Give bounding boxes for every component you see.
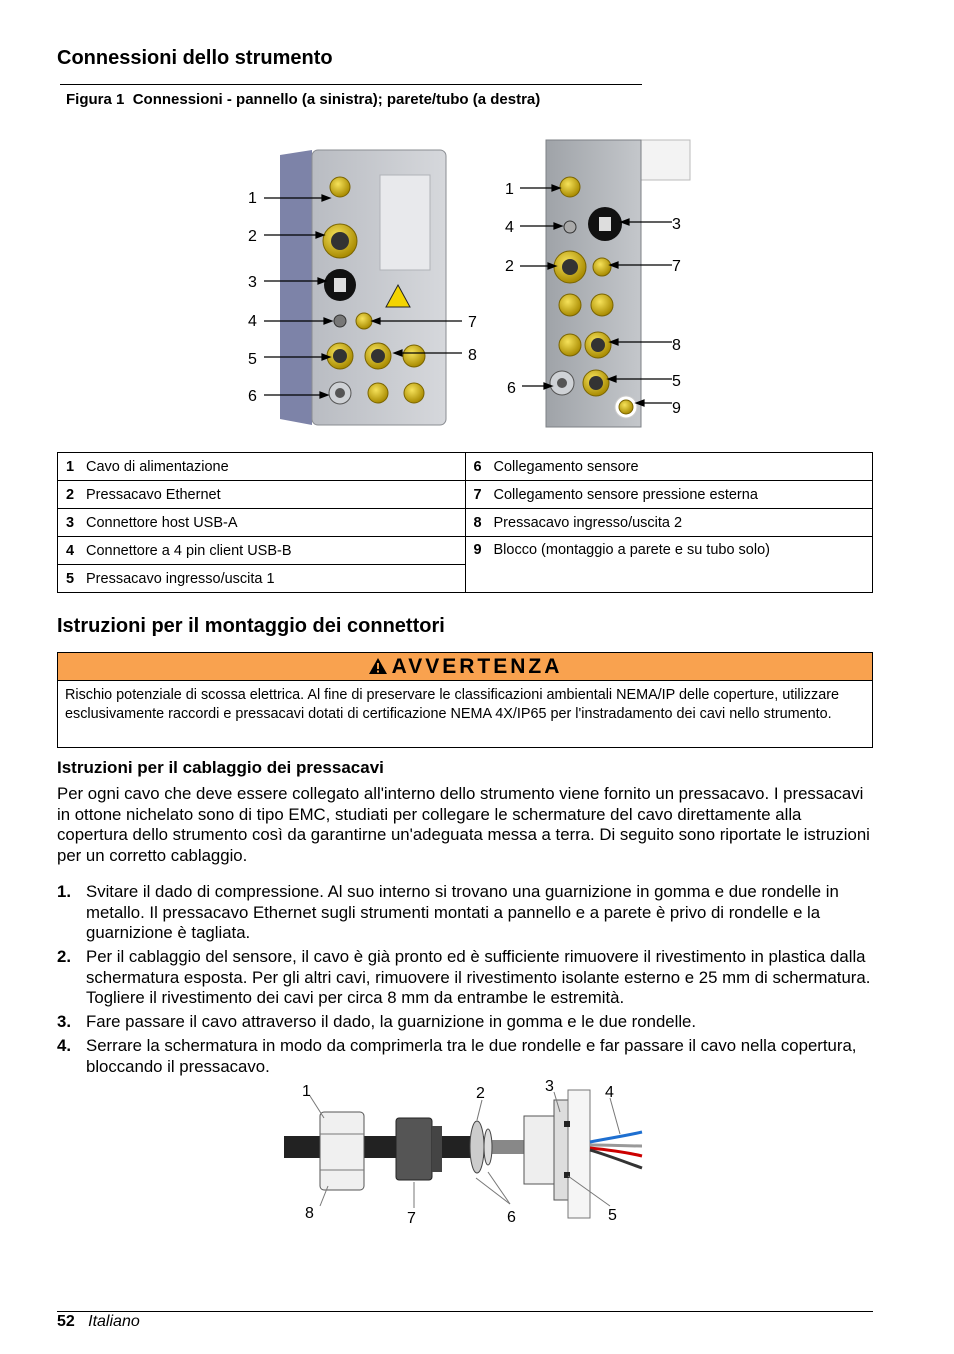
legend-cell: 5 Pressacavo ingresso/uscita 1 bbox=[58, 565, 466, 593]
intro-paragraph: Per ogni cavo che deve essere collegato all'interno dello strumento viene fornito un pressacavo. I pressacavi in ottone nichelato sono di tipo EMC, studiati per collegare le schermature del cavo direttamente alla copertura dello strumento così da garantirne un'adeguata messa a terra. Di seguito sono riportate le istruzioni per un corretto cablaggio. bbox=[57, 784, 870, 865]
right-callout-2: 2 bbox=[505, 258, 514, 275]
section-title-connessioni: Connessioni dello strumento bbox=[57, 47, 333, 69]
table-row bbox=[58, 453, 873, 481]
subsection-title: Istruzioni per il cablaggio dei pressacavi bbox=[57, 758, 384, 777]
left-callout-6: 6 bbox=[248, 388, 257, 405]
compression-nut bbox=[320, 1112, 364, 1190]
step-text: Per il cablaggio del sensore, il cavo è già pronto ed è sufficiente rimuovere il rivestimento in plastica dalla schermatura esposta. Per gli altri cavi, rimuovere il rivestimento isolante esterno e 25 mm di schermatura. Togliere il rivestimento dei cavi per circa 8 mm da entrambe le estremità. bbox=[86, 947, 871, 1007]
legend-cell: 3 Connettore host USB-A bbox=[58, 509, 466, 537]
step-number: 3. bbox=[57, 1012, 71, 1031]
gland-callout-4: 4 bbox=[605, 1084, 614, 1101]
section-divider bbox=[60, 84, 642, 85]
figure-label: Figura 1 bbox=[66, 91, 125, 108]
right-callout-9: 9 bbox=[672, 400, 681, 417]
step-text: Svitare il dado di compressione. Al suo interno si trovano una guarnizione in gomma e due rondelle in metallo. Il pressacavo Ethernet sugli strumenti montati a pannello e a parete è privo di rondelle e la guarnizione è tagliata. bbox=[86, 882, 839, 942]
section-title-montaggio: Istruzioni per il montaggio dei connettori bbox=[57, 615, 445, 637]
warning-text: Rischio potenziale di scossa elettrica. Al fine di preservare le classificazioni ambientali NEMA/IP delle coperture, utilizzare esclusivamente raccordi e pressacavi dotati di certificazione NEMA 4X/IP65 per l'instradamento dei cavi nello strumento. bbox=[65, 687, 839, 722]
step-1 bbox=[57, 882, 873, 944]
connections-figure bbox=[240, 135, 700, 435]
gland-body bbox=[524, 1090, 590, 1218]
warning-title: AVVERTENZA bbox=[391, 655, 563, 678]
step-2 bbox=[57, 947, 873, 1009]
figure-legend-table bbox=[57, 452, 873, 593]
warning-header bbox=[58, 653, 872, 681]
table-row bbox=[58, 509, 873, 537]
legend-cell: 8 Pressacavo ingresso/uscita 2 bbox=[465, 509, 873, 537]
figure-caption-text: Connessioni - pannello (a sinistra); parete/tubo (a destra) bbox=[132, 91, 541, 108]
left-callout-4: 4 bbox=[248, 313, 257, 330]
warning-box bbox=[57, 652, 873, 748]
legend-cell: 6 Collegamento sensore bbox=[465, 453, 873, 481]
figure-caption bbox=[66, 91, 540, 108]
left-callout-3: 3 bbox=[248, 274, 257, 291]
right-callout-1: 1 bbox=[505, 181, 514, 198]
right-callout-8: 8 bbox=[672, 337, 681, 354]
left-callout-8: 8 bbox=[468, 347, 477, 364]
wires bbox=[590, 1132, 642, 1168]
right-callout-7: 7 bbox=[672, 258, 681, 275]
table-row bbox=[58, 481, 873, 509]
right-callout-3: 3 bbox=[672, 216, 681, 233]
legend-cell: 2 Pressacavo Ethernet bbox=[58, 481, 466, 509]
washers bbox=[470, 1121, 492, 1173]
page-number: 52 bbox=[57, 1313, 75, 1330]
rubber-seal bbox=[396, 1118, 442, 1180]
page-footer bbox=[57, 1313, 140, 1331]
gland-callout-7: 7 bbox=[407, 1210, 416, 1227]
gland-callout-3: 3 bbox=[545, 1078, 554, 1095]
right-callout-4: 4 bbox=[505, 219, 514, 236]
legend-cell: 7 Collegamento sensore pressione esterna bbox=[465, 481, 873, 509]
footer-language: Italiano bbox=[88, 1313, 140, 1330]
wall-mount-instrument bbox=[546, 140, 690, 427]
right-callout-5: 5 bbox=[672, 373, 681, 390]
left-callout-2: 2 bbox=[248, 228, 257, 245]
gland-callout-2: 2 bbox=[476, 1085, 485, 1102]
gland-callout-5: 5 bbox=[608, 1207, 617, 1224]
gland-callout-6: 6 bbox=[507, 1209, 516, 1226]
gland-callout-1: 1 bbox=[302, 1083, 311, 1100]
step-number: 2. bbox=[57, 947, 71, 966]
legend-cell: 1 Cavo di alimentazione bbox=[58, 453, 466, 481]
left-callout-7: 7 bbox=[468, 314, 477, 331]
step-number: 1. bbox=[57, 882, 71, 901]
warning-triangle-icon bbox=[368, 657, 388, 675]
step-number: 4. bbox=[57, 1036, 71, 1055]
legend-cell: 9 Blocco (montaggio a parete e su tubo solo) bbox=[465, 537, 873, 593]
step-4 bbox=[57, 1036, 873, 1077]
footer-divider bbox=[57, 1311, 873, 1312]
step-3 bbox=[57, 1012, 873, 1033]
step-text: Fare passare il cavo attraverso il dado, la guarnizione in gomma e le due rondelle. bbox=[86, 1012, 697, 1031]
left-callout-5: 5 bbox=[248, 351, 257, 368]
table-row bbox=[58, 537, 873, 565]
left-callout-1: 1 bbox=[248, 190, 257, 207]
cable-gland-diagram bbox=[280, 1078, 660, 1228]
legend-cell: 4 Connettore a 4 pin client USB-B bbox=[58, 537, 466, 565]
gland-callout-8: 8 bbox=[305, 1205, 314, 1222]
step-text: Serrare la schermatura in modo da comprimerla tra le due rondelle e far passare il cavo nella copertura, bloccando il pressacavo. bbox=[86, 1036, 857, 1076]
right-callout-6: 6 bbox=[507, 380, 516, 397]
panel-mount-instrument bbox=[280, 150, 446, 425]
